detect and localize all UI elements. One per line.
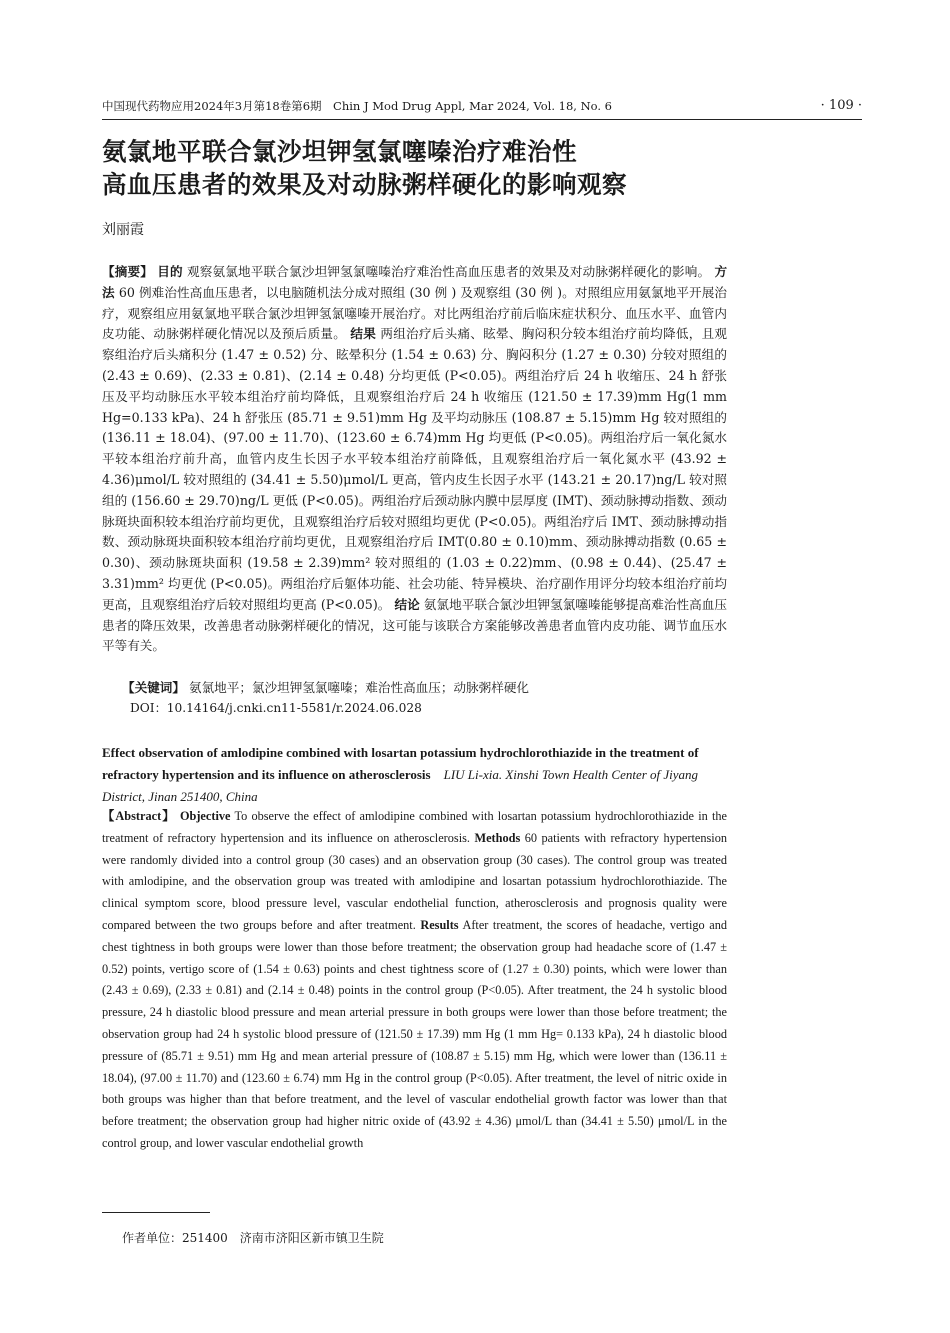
- methods-en-label: Methods: [474, 830, 521, 845]
- conclusion-cn-label: 结论: [394, 596, 420, 612]
- abstract-cn: [102, 262, 727, 657]
- abstract-en-label: 【Abstract】: [102, 809, 176, 823]
- keywords-cn: [122, 678, 722, 698]
- results-cn-text: 两组治疗后头痛、眩晕、胸闷积分较本组治疗前均降低，且观察组治疗后头痛积分 (1.47 ± 0.52) 分、眩晕积分 (1.54 ± 0.63) 分、胸闷积分 (1.27 ± 0.30) 分较对照组的 (2.43 ± 0.69)、(2.33 ± 0.81)、(2.14 ± 0.48) 分均更低 (P<0.05)。两组治疗后 24 h 收缩压、24 h 舒张压及平均动脉压水平较本组治疗前均降低，且观察组治疗后 24 h 收缩压 (121.50 ± 17.39)mm Hg(1 mm Hg=0.133 kPa)、24 h 舒张压 (85.71 ± 9.51)mm Hg 及平均动脉压 (108.87 ± 5.15)mm Hg 较对照组的 (136.11 ± 18.04)、(97.00 ± 11.70)、(123.60 ± 6.74)mm Hg 均更低 (P<0.05)。两组治疗后一氧化氮水平较本组治疗前升高，血管内皮生长因子水平较本组治疗前降低，且观察组治疗后一氧化氮水平 (43.92 ± 4.36)μmol/L 较对照组的 (34.41 ± 5.50)μmol/L 更高，管内皮生长因子水平 (143.21 ± 20.17)ng/L 较对照组的 (156.60 ± 29.70)ng/L 更低 (P<0.05)。两组治疗后颈动脉内膜中层厚度 (IMT)、颈动脉搏动指数、颈动脉斑块面积较本组治疗前均更优，且观察组治疗后较对照组均更优 (P<0.05)。两组治疗后 IMT、颈动脉搏动指数、颈动脉斑块面积较本组治疗前均更优，且观察组治疗后 IMT(0.80 ± 0.10)mm、颈动脉搏动指数 (0.65 ± 0.30)、颈动脉斑块面积 (19.58 ± 2.39)mm² 较对照组的 (1.03 ± 0.22)mm、(0.98 ± 0.44)、(25.47 ± 3.31)mm² 均更优 (P<0.05)。两组治疗后躯体功能、社会功能、特异模块、治疗副作用评分均较本组治疗前均更高，且观察组治疗后较对照组均更高 (P<0.05)。: [102, 326, 728, 612]
- conclusion-cn-text: 氨氯地平联合氯沙坦钾氢氯噻嗪能够提高难治性高血压患者的降压效果，改善患者动脉粥样硬化的情况，这可能与该联合方案能够改善患者血管内皮功能、调节血压水平等有关。: [102, 596, 727, 654]
- doi: DOI：10.14164/j.cnki.cn11-5581/r.2024.06.028: [130, 701, 422, 715]
- methods-en-text: 60 patients with refractory hypertension were randomly divided into a control group (30 cases) and an observation group (30 cases). The control group was treated with amlodipine, and the observation group was treated with amlodipine and losartan potassium hydrochlorothiazide. The clinical symptom score, blood pressure level, vascular endothelial function, atherosclerosis and prognosis quality were compared between the two groups before and after treatment.: [102, 830, 728, 932]
- english-author-affiliation: LIU Li-xia. Xinshi Town Health Center of Jiyang District, Jinan 251400, China: [102, 767, 699, 804]
- keywords-cn-label: 【关键词】: [122, 680, 185, 695]
- methods-cn-text: 60 例难治性高血压患者，以电脑随机法分成对照组 (30 例 ) 及观察组 (30 例 )。对照组应用氨氯地平开展治疗，观察组应用氨氯地平联合氯沙坦钾氢氯噻嗪开展治疗。对比两组治疗前后临床症状积分、血压水平、血管内皮功能、动脉粥样硬化情况以及预后质量。: [102, 284, 727, 342]
- title-line-2: 高血压患者的效果及对动脉粥样硬化的影响观察: [102, 170, 627, 199]
- running-header: [102, 98, 862, 114]
- results-en-text: After treatment, the scores of headache, vertigo and chest tightness in both groups were lower than those before treatment; the observation group had headache score of (1.47 ± 0.52) points, vertigo score of (1.54 ± 0.63) points and chest tightness score of (1.27 ± 0.30) points, which were lower than (2.43 ± 0.69), (2.33 ± 0.81) and (2.14 ± 0.48) points in the control group (P<0.05). After treatment, the 24 h systolic blood pressure, 24 h diastolic blood pressure and mean arterial pressure in both groups were lower than those before treatment; the observation group had 24 h systolic blood pressure of (121.50 ± 17.39) mm Hg (1 mm Hg= 0.133 kPa), 24 h diastolic blood pressure of (85.71 ± 9.51) mm Hg and mean arterial pressure of (108.87 ± 5.15) mm Hg, which were lower than (136.11 ± 18.04), (97.00 ± 11.70) and (123.60 ± 6.74) mm Hg in the control group (P<0.05). After treatment, the level of nitric oxide in both groups was higher than that before treatment, and the level of vascular endothelial growth factor was lower than that before treatment; the observation group had higher nitric oxide of (43.92 ± 4.36) μmol/L than (34.41 ± 5.50) μmol/L in the control group, and lower vascular endothelial growth: [102, 917, 727, 1150]
- author-affiliation-footnote: 作者单位：251400 济南市济阳区新市镇卫生院: [122, 1231, 384, 1245]
- results-en-label: Results: [420, 917, 459, 932]
- keywords-cn-text: 氨氯地平；氯沙坦钾氢氯噻嗪；难治性高血压；动脉粥样硬化: [188, 680, 530, 695]
- english-title: Effect observation of amlodipine combined with losartan potassium hydrochlorothiazide in the treatment of refractory hypertension and its influence on atherosclerosis: [102, 745, 699, 782]
- header-divider: [102, 119, 862, 120]
- author-name: 刘丽霞: [102, 222, 144, 238]
- page-number: · 109 ·: [820, 98, 862, 113]
- results-cn-label: 结果: [350, 326, 377, 342]
- objective-cn-label: 目的: [157, 264, 183, 279]
- objective-en-label: Objective: [179, 809, 231, 823]
- journal-info: 中国现代药物应用2024年3月第18卷第6期 Chin J Mod Drug Appl, Mar 2024, Vol. 18, No. 6: [102, 99, 612, 113]
- english-title-block: [102, 742, 727, 808]
- methods-cn-label: 方法: [102, 264, 728, 300]
- footnote-divider: [102, 1212, 210, 1213]
- title-line-1: 氨氯地平联合氯沙坦钾氢氯噻嗪治疗难治性: [102, 137, 577, 166]
- objective-cn-text: 观察氨氯地平联合氯沙坦钾氢氯噻嗪治疗难治性高血压患者的效果及对动脉粥样硬化的影响。: [186, 264, 711, 279]
- objective-en-text: To observe the effect of amlodipine combined with losartan potassium hydrochlorothiazide in the treatment of refractory hypertension and its influence on atherosclerosis.: [102, 809, 728, 845]
- article-title: [102, 135, 862, 201]
- abstract-en: [102, 806, 727, 1155]
- abstract-cn-label: 【摘要】: [102, 264, 154, 279]
